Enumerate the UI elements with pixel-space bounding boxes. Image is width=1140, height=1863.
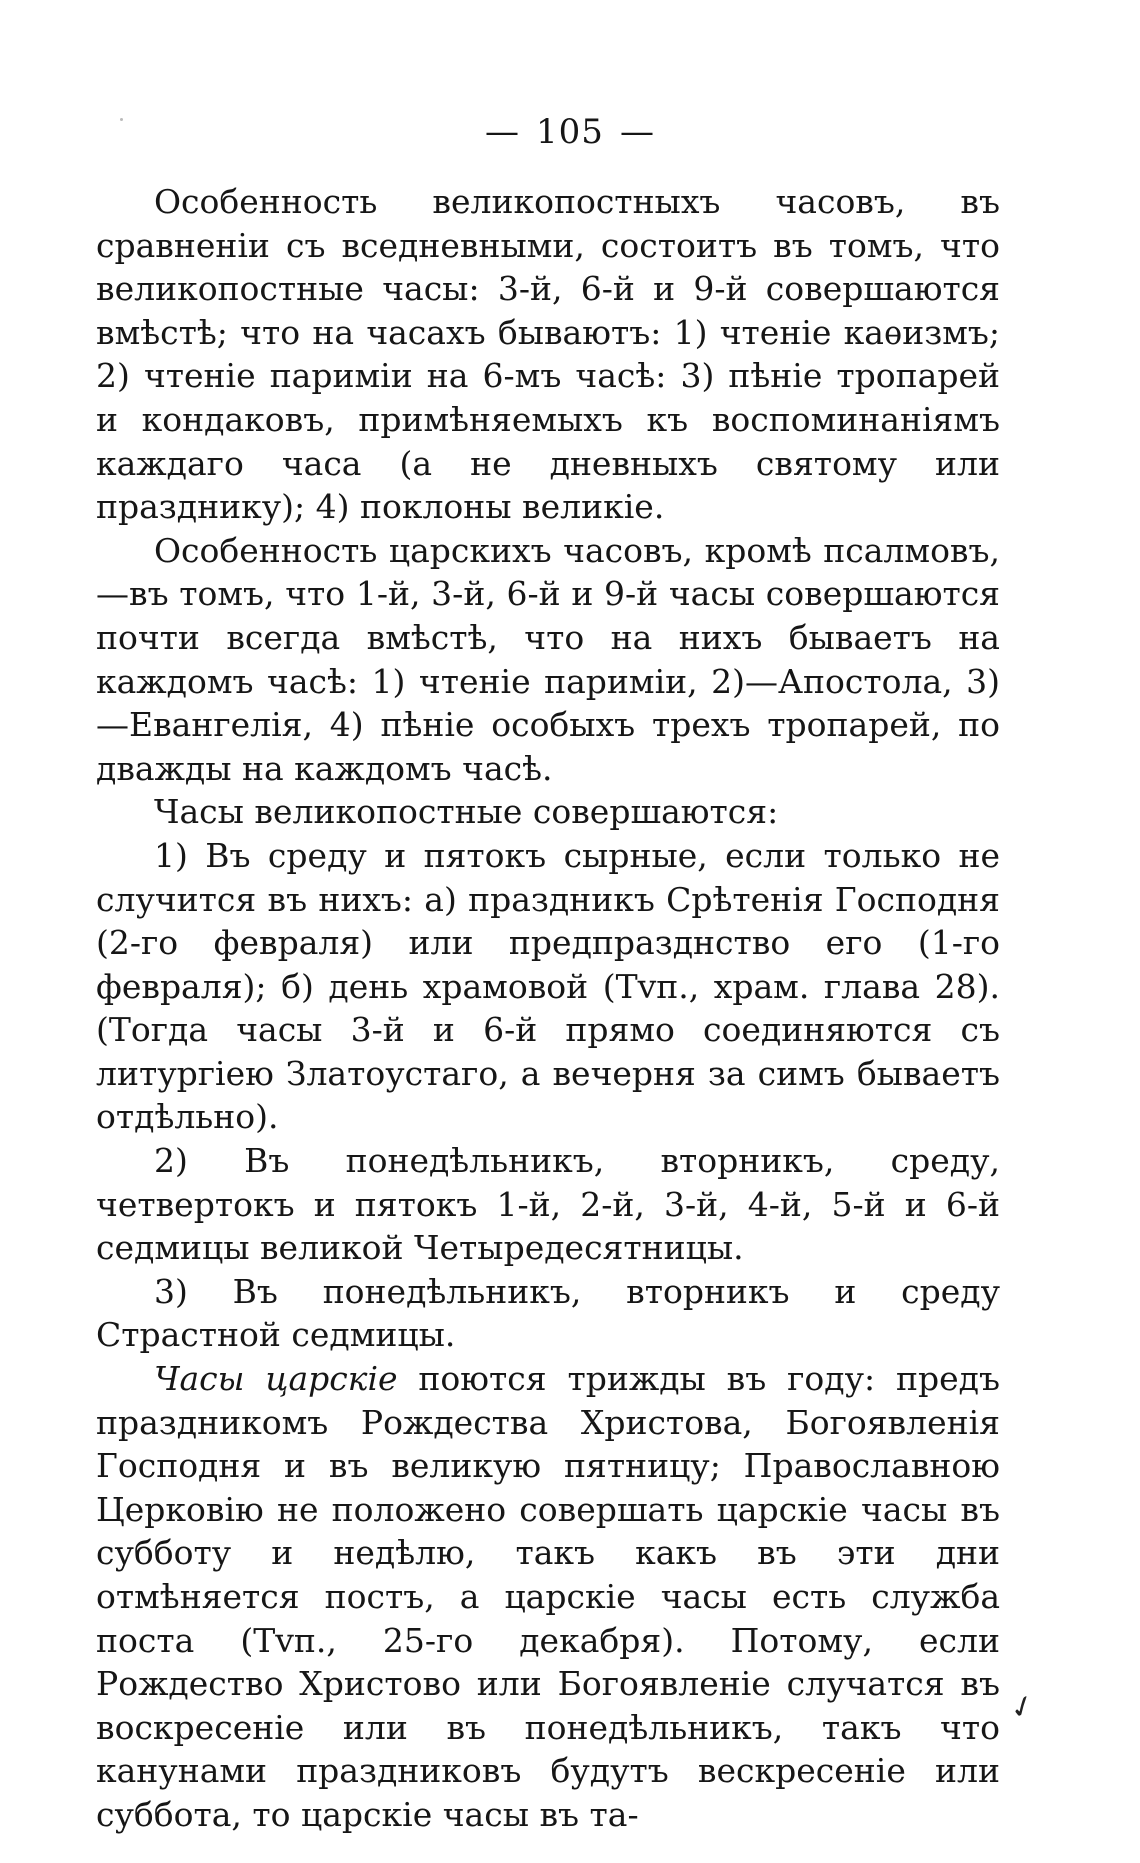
paragraph-item-3: 3) Въ понедѣльникъ, вторникъ и среду Страстной седмицы. [96,1271,1000,1355]
paragraph-item-2: 2) Въ понедѣльникъ, вторникъ, среду, четвертокъ и пятокъ 1-й, 2-й, 3-й, 4-й, 5-й и 6-й седмицы великой Четыредесятницы. [96,1141,1000,1268]
royal-hours-term: Часы царскіе [154,1359,398,1399]
paragraph-royal-hours [96,1357,1000,1837]
page-number-dash-left: — [485,112,521,152]
body-text [96,180,1000,1837]
paragraph-item-1: 1) Въ среду и пятокъ сырные, если только не случится въ нихъ: а) праздникъ Срѣтенія Господня (2-го февраля) или предпразднство его (1-го февраля); б) день храмовой (Тvп., храм. глава 28). (Тогда часы 3-й и 6-й прямо соединяются съ литургіею Златоустаго, а вечерня за симъ бываетъ отдѣльно). [96,835,1000,1137]
margin-check-mark: ✓ [1004,1686,1041,1729]
page-number-header [0,112,1140,152]
paragraph-royal-hours-features: Особенность царскихъ часовъ, кромѣ псалмовъ,—въ томъ, что 1-й, 3-й, 6-й и 9-й часы совершаются почти всегда вмѣстѣ, что на нихъ бываетъ на каждомъ часѣ: 1) чтеніе париміи, 2)—Апостола, 3)—Евангелія, 4) пѣніе особыхъ трехъ тропарей, по дважды на каждомъ часѣ. [96,530,1000,788]
royal-hours-text: поются трижды въ году: предъ праздникомъ Рождества Христова, Богоявленія Господня и въ великую пятницу; Православною Церковію не положено совершать царскіе часы въ субботу и недѣлю, такъ какъ въ эти дни отмѣняется постъ, а царскіе часы есть служба поста (Тvп., 25-го декабря). Потому, если Рождество Христово или Богоявленіе случатся въ воскресеніе или въ понедѣльникъ, такъ что канунами праздниковъ будутъ вескресеніе или суббота, то царскіе часы въ та- [96,1359,1000,1834]
paragraph-lenten-hours-heading: Часы великопостные совершаются: [154,792,779,832]
page-number: 105 [536,112,604,152]
paragraph-lenten-hours-features: Особенность великопостныхъ часовъ, въ сравненіи съ вседневными, состоитъ въ томъ, что великопостные часы: 3-й, 6-й и 9-й совершаются вмѣстѣ; что на часахъ бываютъ: 1) чтеніе каѳизмъ; 2) чтеніе париміи на 6-мъ часѣ: 3) пѣніе тропарей и кондаковъ, примѣняемыхъ къ воспоминаніямъ каждаго часа (а не дневныхъ святому или празднику); 4) поклоны великіе. [96,182,1000,527]
page-number-dash-right: — [619,112,655,152]
